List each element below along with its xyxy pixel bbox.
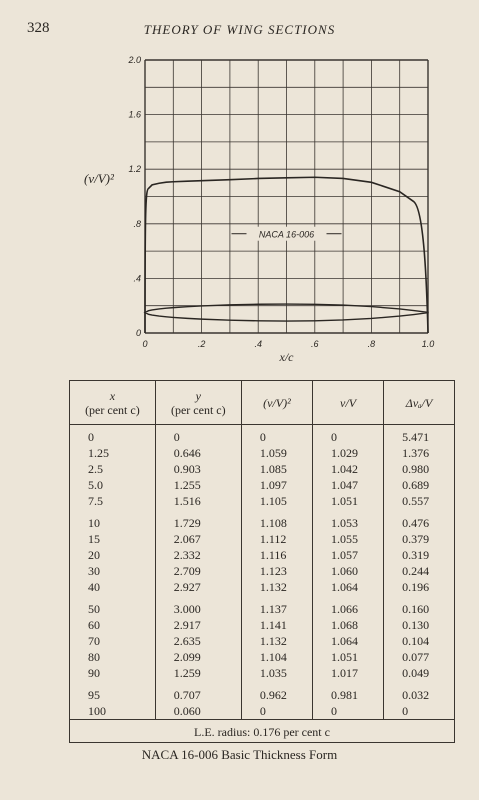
table-cell: 1.105 xyxy=(241,493,312,509)
table-row xyxy=(70,617,454,633)
table-cell: 0 xyxy=(312,425,383,446)
table-cell: 1.097 xyxy=(241,477,312,493)
x-tick-label: .6 xyxy=(311,339,319,349)
table-cell: 1.132 xyxy=(241,579,312,595)
table-cell: 30 xyxy=(88,564,100,578)
table-cell: 0.379 xyxy=(384,531,454,547)
table-cell: 0 xyxy=(384,703,454,720)
running-title: THEORY OF WING SECTIONS xyxy=(143,22,336,37)
y-tick-label: 1.6 xyxy=(128,109,141,120)
table-cell: 1.029 xyxy=(312,445,383,461)
table-cell: 2.635 xyxy=(155,633,241,649)
column-header-symbol: v/V xyxy=(340,395,357,410)
table-cell: 0.689 xyxy=(384,477,454,493)
y-axis-label: (v/V)² xyxy=(84,170,114,186)
table-cell: 0.646 xyxy=(155,445,241,461)
table-cell: 1.259 xyxy=(155,665,241,681)
table-cell: 1.25 xyxy=(88,446,109,460)
table-cell: 90 xyxy=(88,666,100,680)
table-footer-row xyxy=(70,720,454,745)
table-cell: 2.917 xyxy=(155,617,241,633)
table-cell: 0.104 xyxy=(384,633,454,649)
table-row xyxy=(70,547,454,563)
table-cell: 5.0 xyxy=(88,478,103,492)
table-cell: 0.049 xyxy=(384,665,454,681)
column-header-symbol: y xyxy=(195,388,201,403)
table-cell: 0.032 xyxy=(384,681,454,703)
column-header xyxy=(70,381,155,425)
table-cell: 2.927 xyxy=(155,579,241,595)
y-tick-label: 2.0 xyxy=(128,55,141,65)
x-tick-label: 1.0 xyxy=(421,339,435,349)
table-row xyxy=(70,509,454,531)
table-cell: 0.962 xyxy=(241,681,312,703)
chart-annotation: NACA 16-006 xyxy=(258,229,315,240)
table-cell: 0.557 xyxy=(384,493,454,509)
column-header-symbol: x xyxy=(109,388,116,403)
table-cell: 0.319 xyxy=(384,547,454,563)
column-header xyxy=(241,381,312,425)
column-header xyxy=(155,381,241,425)
velocity-distribution-chart xyxy=(0,40,479,370)
table-cell: 1.141 xyxy=(241,617,312,633)
column-header xyxy=(384,381,454,425)
table-cell: 0 xyxy=(241,425,312,446)
y-tick-label: 1.2 xyxy=(128,164,141,175)
column-header-symbol: Δvₐ/V xyxy=(405,395,433,410)
table-cell: 1.051 xyxy=(312,493,383,509)
table-row xyxy=(70,649,454,665)
page-number: 328 xyxy=(27,20,50,36)
table-cell: 3.000 xyxy=(155,595,241,617)
table-cell: 1.137 xyxy=(241,595,312,617)
column-header-unit: (per cent c) xyxy=(170,402,226,417)
table-cell: 1.017 xyxy=(312,665,383,681)
leading-edge-radius: L.E. radius: 0.176 per cent c xyxy=(70,720,454,745)
table-cell: 1.035 xyxy=(241,665,312,681)
table-cell: 0.244 xyxy=(384,563,454,579)
data-table-container xyxy=(69,380,455,743)
table-cell: 1.116 xyxy=(241,547,312,563)
figure-caption: NACA 16-006 Basic Thickness Form xyxy=(141,747,338,762)
table-cell: 5.471 xyxy=(384,425,454,446)
table-cell: 1.104 xyxy=(241,649,312,665)
table-row xyxy=(70,445,454,461)
x-axis-label: x/c xyxy=(279,350,294,364)
table-cell: 0.160 xyxy=(384,595,454,617)
table-cell: 1.059 xyxy=(241,445,312,461)
table-cell: 60 xyxy=(88,618,100,632)
table-cell: 1.057 xyxy=(312,547,383,563)
table-cell: 0.981 xyxy=(312,681,383,703)
table-cell: 0.130 xyxy=(384,617,454,633)
table-cell: 0 xyxy=(241,703,312,720)
table-cell: 1.060 xyxy=(312,563,383,579)
table-cell: 40 xyxy=(88,580,100,594)
table-cell: 1.255 xyxy=(155,477,241,493)
table-cell: 50 xyxy=(88,602,100,616)
table-row xyxy=(70,681,454,703)
column-header-unit: (per cent c) xyxy=(85,402,140,417)
page-header xyxy=(0,0,479,40)
table-row xyxy=(70,703,454,720)
table-body xyxy=(70,425,454,745)
table-cell: 1.051 xyxy=(312,649,383,665)
x-tick-label: .2 xyxy=(197,339,206,349)
table-cell: 0.060 xyxy=(155,703,241,720)
table-row xyxy=(70,595,454,617)
table-row xyxy=(70,563,454,579)
table-cell: 1.108 xyxy=(241,509,312,531)
table-cell: 1.112 xyxy=(241,531,312,547)
table-cell: 2.332 xyxy=(155,547,241,563)
table-cell: 1.053 xyxy=(312,509,383,531)
table-cell: 1.068 xyxy=(312,617,383,633)
y-tick-label: 0 xyxy=(135,328,141,338)
table-cell: 0.980 xyxy=(384,461,454,477)
table-row xyxy=(70,493,454,509)
table-cell: 0.707 xyxy=(155,681,241,703)
table-cell: 1.064 xyxy=(312,633,383,649)
table-cell: 70 xyxy=(88,634,100,648)
table-row xyxy=(70,425,454,446)
table-cell: 0.077 xyxy=(384,649,454,665)
table-cell: 10 xyxy=(88,516,100,530)
table-cell: 2.099 xyxy=(155,649,241,665)
table-cell: 0 xyxy=(155,425,241,446)
table-row xyxy=(70,461,454,477)
table-cell: 2.067 xyxy=(155,531,241,547)
table-cell: 0.196 xyxy=(384,579,454,595)
table-cell: 0 xyxy=(312,703,383,720)
table-row xyxy=(70,579,454,595)
table-cell: 20 xyxy=(88,548,100,562)
data-table xyxy=(70,381,454,744)
y-tick-label: .4 xyxy=(133,273,141,284)
table-cell: 1.047 xyxy=(312,477,383,493)
table-cell: 1.132 xyxy=(241,633,312,649)
y-tick-label: .8 xyxy=(133,218,141,229)
table-row xyxy=(70,477,454,493)
table-cell: 1.066 xyxy=(312,595,383,617)
table-cell: 15 xyxy=(88,532,100,546)
table-cell: 1.042 xyxy=(312,461,383,477)
table-cell: 2.5 xyxy=(88,462,103,476)
table-cell: 1.085 xyxy=(241,461,312,477)
table-header-row xyxy=(70,381,454,425)
table-row xyxy=(70,531,454,547)
table-cell: 1.729 xyxy=(155,509,241,531)
table-cell: 95 xyxy=(88,688,100,702)
x-tick-label: .4 xyxy=(254,339,262,349)
table-cell: 0 xyxy=(88,430,94,444)
table-cell: 7.5 xyxy=(88,494,103,508)
table-cell: 1.064 xyxy=(312,579,383,595)
table-cell: 80 xyxy=(88,650,100,664)
column-header-symbol: (v/V)² xyxy=(263,395,291,410)
table-cell: 2.709 xyxy=(155,563,241,579)
table-cell: 1.516 xyxy=(155,493,241,509)
table-cell: 0.903 xyxy=(155,461,241,477)
table-cell: 1.376 xyxy=(384,445,454,461)
table-cell: 0.476 xyxy=(384,509,454,531)
table-cell: 1.123 xyxy=(241,563,312,579)
table-row xyxy=(70,633,454,649)
x-tick-label: .8 xyxy=(367,339,376,349)
table-cell: 100 xyxy=(88,704,106,718)
table-row xyxy=(70,665,454,681)
table-cell: 1.055 xyxy=(312,531,383,547)
x-tick-label: 0 xyxy=(142,339,148,349)
column-header xyxy=(312,381,383,425)
